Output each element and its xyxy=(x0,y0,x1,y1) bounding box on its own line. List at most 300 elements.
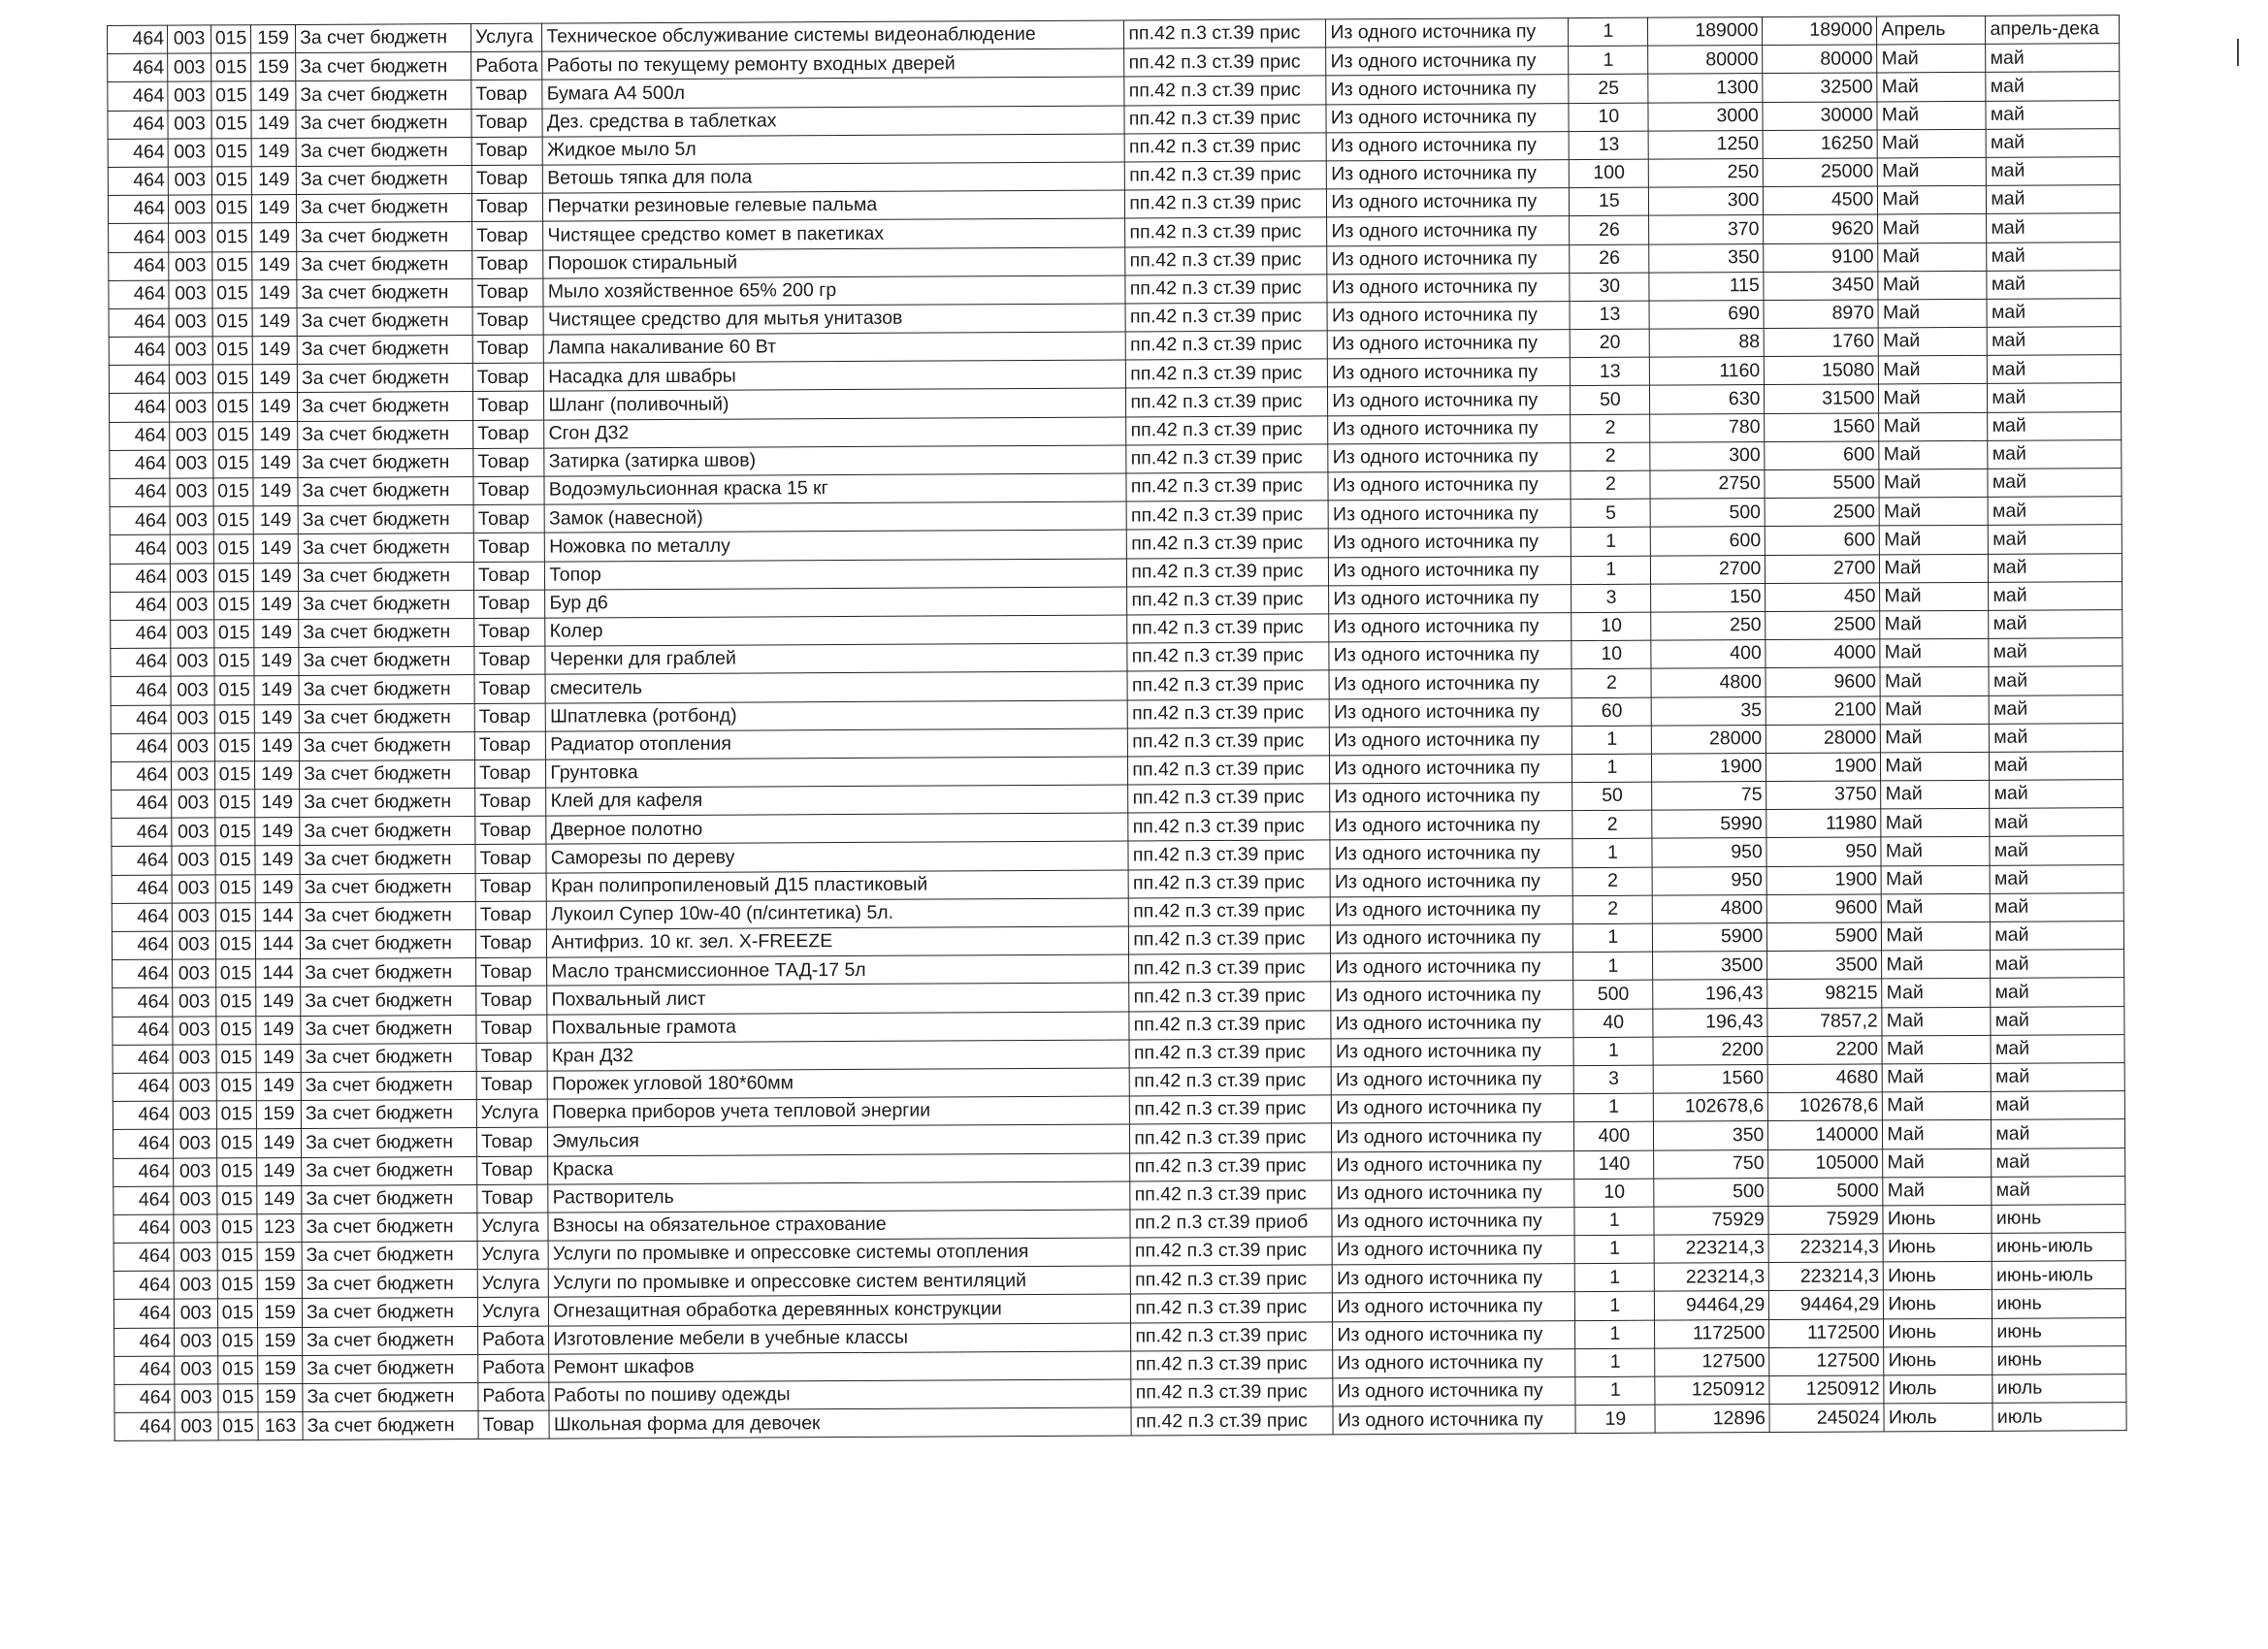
legal-basis-cell: пп.42 п.3 ст.39 прис xyxy=(1124,133,1326,162)
code-b-cell: 003 xyxy=(174,1299,217,1327)
code-b-cell: 003 xyxy=(173,1129,216,1157)
unit-price-cell: 196,43 xyxy=(1653,980,1767,1009)
legal-basis-cell: пп.42 п.3 ст.39 прис xyxy=(1126,416,1328,445)
planned-month-cell: Май xyxy=(1879,384,1988,413)
code-b-cell: 003 xyxy=(168,167,211,195)
item-name-cell: Замок (навесной) xyxy=(544,501,1126,533)
execution-period-cell: май xyxy=(1989,666,2122,695)
legal-basis-cell: пп.42 п.3 ст.39 прис xyxy=(1131,1265,1333,1294)
procurement-method-cell: Из одного источника пу xyxy=(1332,1094,1574,1123)
code-a-cell: 464 xyxy=(108,139,168,168)
funding-source-cell: За счет бюджетн xyxy=(297,222,472,251)
procurement-method-cell: Из одного источника пу xyxy=(1332,1207,1574,1236)
code-d-cell: 149 xyxy=(254,591,299,619)
procurement-method-cell: Из одного источника пу xyxy=(1328,442,1571,471)
quantity-cell: 30 xyxy=(1570,273,1649,302)
object-type-cell: Товар xyxy=(474,760,546,789)
execution-period-cell: май xyxy=(1992,1148,2125,1177)
procurement-method-cell: Из одного источника пу xyxy=(1329,641,1571,670)
code-c-cell: 015 xyxy=(211,195,251,223)
code-a-cell: 464 xyxy=(110,506,170,535)
code-c-cell: 015 xyxy=(216,1016,256,1044)
total-amount-cell: 11980 xyxy=(1766,809,1881,838)
code-d-cell: 149 xyxy=(256,1129,301,1157)
unit-price-cell: 1560 xyxy=(1653,1064,1767,1093)
object-type-cell: Товар xyxy=(472,335,544,364)
item-name-cell: Ветошь тяпка для пола xyxy=(543,162,1125,193)
legal-basis-cell: пп.42 п.3 ст.39 прис xyxy=(1131,1322,1333,1351)
code-d-cell: 149 xyxy=(256,987,301,1016)
code-a-cell: 464 xyxy=(108,111,168,140)
execution-period-cell: май xyxy=(1987,242,2121,271)
planned-month-cell: Июль xyxy=(1884,1374,1993,1404)
execution-period-cell: май xyxy=(1991,950,2124,979)
funding-source-cell: За счет бюджетн xyxy=(301,958,476,987)
code-c-cell: 015 xyxy=(211,138,251,166)
execution-period-cell: май xyxy=(1989,525,2122,554)
legal-basis-cell: пп.42 п.3 ст.39 прис xyxy=(1130,1095,1332,1124)
total-amount-cell: 15080 xyxy=(1765,356,1879,385)
quantity-cell: 2 xyxy=(1571,668,1651,697)
procurement-table xyxy=(107,15,2127,1441)
unit-price-cell: 1900 xyxy=(1652,753,1766,782)
total-amount-cell: 189000 xyxy=(1763,16,1877,46)
funding-source-cell: За счет бюджетн xyxy=(296,109,471,138)
funding-source-cell: За счет бюджетн xyxy=(303,1354,478,1383)
code-a-cell: 464 xyxy=(109,308,169,338)
total-amount-cell: 600 xyxy=(1765,441,1879,470)
code-d-cell: 149 xyxy=(253,477,298,505)
code-d-cell: 149 xyxy=(254,648,299,676)
code-d-cell: 149 xyxy=(257,1185,302,1213)
code-d-cell: 149 xyxy=(251,81,296,110)
execution-period-cell: май xyxy=(1992,1176,2125,1205)
legal-basis-cell: пп.42 п.3 ст.39 прис xyxy=(1126,359,1328,388)
legal-basis-cell: пп.42 п.3 ст.39 прис xyxy=(1126,387,1328,416)
code-c-cell: 015 xyxy=(211,81,251,110)
quantity-cell: 15 xyxy=(1570,187,1649,216)
object-type-cell: Товар xyxy=(477,1184,549,1213)
unit-price-cell: 189000 xyxy=(1648,17,1763,47)
planned-month-cell: Май xyxy=(1878,157,1987,186)
execution-period-cell: май xyxy=(1991,922,2124,951)
quantity-cell: 10 xyxy=(1571,640,1651,669)
code-d-cell: 149 xyxy=(252,337,297,365)
funding-source-cell: За счет бюджетн xyxy=(299,760,474,789)
code-c-cell: 015 xyxy=(218,1327,258,1355)
code-c-cell: 015 xyxy=(217,1271,257,1299)
quantity-cell: 40 xyxy=(1573,1009,1653,1038)
funding-source-cell: За счет бюджетн xyxy=(297,336,472,365)
quantity-cell: 26 xyxy=(1570,215,1649,244)
code-b-cell: 003 xyxy=(170,450,213,478)
unit-price-cell: 950 xyxy=(1652,838,1766,867)
procurement-method-cell: Из одного источника пу xyxy=(1328,471,1571,501)
funding-source-cell: За счет бюджетн xyxy=(297,250,472,279)
funding-source-cell: За счет бюджетн xyxy=(301,1043,476,1072)
legal-basis-cell: пп.42 п.3 ст.39 прис xyxy=(1126,501,1328,530)
code-c-cell: 015 xyxy=(218,1384,258,1412)
execution-period-cell: май xyxy=(1990,695,2123,724)
code-c-cell: 015 xyxy=(218,1356,258,1384)
total-amount-cell: 28000 xyxy=(1766,725,1881,754)
code-d-cell: 149 xyxy=(252,393,297,421)
code-b-cell: 003 xyxy=(174,1214,217,1243)
code-c-cell: 015 xyxy=(216,1129,256,1157)
quantity-cell: 1 xyxy=(1569,17,1648,47)
planned-month-cell: Май xyxy=(1879,498,1988,527)
procurement-method-cell: Из одного источника пу xyxy=(1331,895,1573,924)
quantity-cell: 500 xyxy=(1573,981,1653,1010)
execution-period-cell: июнь xyxy=(1993,1317,2126,1346)
item-name-cell: Колер xyxy=(545,615,1127,646)
code-b-cell: 003 xyxy=(171,761,214,790)
procurement-method-cell: Из одного источника пу xyxy=(1330,839,1572,868)
total-amount-cell: 2500 xyxy=(1765,498,1879,527)
code-d-cell: 149 xyxy=(251,166,296,194)
object-type-cell: Товар xyxy=(473,448,545,477)
code-b-cell: 003 xyxy=(168,195,211,223)
code-c-cell: 015 xyxy=(215,903,255,931)
quantity-cell: 20 xyxy=(1571,329,1650,358)
total-amount-cell: 3450 xyxy=(1764,272,1878,301)
object-type-cell: Работа xyxy=(471,51,543,81)
code-b-cell: 003 xyxy=(175,1356,218,1384)
unit-price-cell: 1160 xyxy=(1650,357,1765,386)
procurement-method-cell: Из одного источника пу xyxy=(1330,783,1572,812)
code-c-cell: 015 xyxy=(217,1214,257,1243)
legal-basis-cell: пп.42 п.3 ст.39 прис xyxy=(1126,331,1328,360)
code-c-cell: 015 xyxy=(217,1299,257,1327)
code-c-cell: 015 xyxy=(212,337,252,365)
code-b-cell: 003 xyxy=(169,365,212,393)
execution-period-cell: май xyxy=(1991,1034,2124,1063)
execution-period-cell: май xyxy=(1986,72,2120,101)
procurement-method-cell: Из одного источника пу xyxy=(1326,131,1569,160)
total-amount-cell: 32500 xyxy=(1763,73,1877,102)
quantity-cell: 3 xyxy=(1573,1065,1653,1094)
planned-month-cell: Июнь xyxy=(1884,1290,1993,1319)
legal-basis-cell: пп.42 п.3 ст.39 прис xyxy=(1126,444,1328,473)
total-amount-cell: 600 xyxy=(1766,526,1880,555)
code-a-cell: 464 xyxy=(114,1356,175,1385)
code-a-cell: 464 xyxy=(109,337,169,366)
procurement-method-cell: Из одного источника пу xyxy=(1329,556,1571,585)
code-d-cell: 149 xyxy=(251,110,296,138)
unit-price-cell: 780 xyxy=(1650,413,1765,442)
code-a-cell: 464 xyxy=(113,1073,173,1102)
legal-basis-cell: пп.42 п.3 ст.39 прис xyxy=(1124,19,1326,48)
code-d-cell: 159 xyxy=(258,1383,303,1411)
quantity-cell: 3 xyxy=(1571,584,1651,613)
object-type-cell: Услуга xyxy=(470,23,542,52)
code-d-cell: 149 xyxy=(251,138,296,166)
item-name-cell: смеситель xyxy=(545,671,1127,702)
object-type-cell: Товар xyxy=(471,109,543,138)
planned-month-cell: Июль xyxy=(1884,1404,1993,1433)
planned-month-cell: Апрель xyxy=(1877,16,1986,45)
legal-basis-cell: пп.42 п.3 ст.39 прис xyxy=(1131,1378,1333,1407)
item-name-cell: Перчатки резиновые гелевые пальма xyxy=(543,190,1125,221)
code-a-cell: 464 xyxy=(113,988,173,1018)
code-d-cell: 149 xyxy=(255,874,300,902)
unit-price-cell: 500 xyxy=(1650,499,1765,528)
unit-price-cell: 750 xyxy=(1654,1149,1768,1179)
unit-price-cell: 300 xyxy=(1649,187,1764,216)
quantity-cell: 1 xyxy=(1572,726,1652,755)
object-type-cell: Услуга xyxy=(477,1241,549,1270)
procurement-method-cell: Из одного источника пу xyxy=(1332,1236,1574,1265)
code-b-cell: 003 xyxy=(173,1016,216,1044)
quantity-cell: 50 xyxy=(1571,386,1650,415)
total-amount-cell: 5900 xyxy=(1767,922,1882,952)
procurement-method-cell: Из одного источника пу xyxy=(1329,528,1571,557)
code-a-cell: 464 xyxy=(113,1243,174,1272)
code-d-cell: 159 xyxy=(251,53,296,81)
execution-period-cell: июнь-июль xyxy=(1992,1233,2125,1262)
funding-source-cell: За счет бюджетн xyxy=(302,1212,477,1242)
procurement-method-cell: Из одного источника пу xyxy=(1331,924,1573,954)
code-a-cell: 464 xyxy=(108,53,168,82)
code-b-cell: 003 xyxy=(172,903,215,931)
object-type-cell: Работа xyxy=(478,1354,550,1383)
legal-basis-cell: пп.42 п.3 ст.39 прис xyxy=(1125,189,1327,218)
execution-period-cell: май xyxy=(1987,270,2121,299)
total-amount-cell: 450 xyxy=(1766,583,1880,612)
funding-source-cell: За счет бюджетн xyxy=(300,789,475,818)
funding-source-cell: За счет бюджетн xyxy=(298,562,473,591)
code-a-cell: 464 xyxy=(114,1328,175,1357)
code-a-cell: 464 xyxy=(111,761,171,791)
item-name-cell: Дверное полотно xyxy=(546,813,1128,844)
quantity-cell: 1 xyxy=(1575,1348,1655,1377)
quantity-cell: 2 xyxy=(1571,470,1650,500)
procurement-method-cell: Из одного источника пу xyxy=(1329,613,1571,642)
object-type-cell: Товар xyxy=(474,703,546,732)
item-name-cell: Поверка приборов учета тепловой энергии xyxy=(548,1096,1130,1127)
object-type-cell: Товар xyxy=(472,250,544,279)
execution-period-cell: июль xyxy=(1993,1403,2126,1432)
code-b-cell: 003 xyxy=(171,704,214,732)
execution-period-cell: июнь xyxy=(1993,1345,2126,1374)
code-d-cell: 149 xyxy=(255,846,300,874)
code-c-cell: 015 xyxy=(214,704,254,732)
code-d-cell: 149 xyxy=(257,1157,302,1185)
funding-source-cell: За счет бюджетн xyxy=(296,165,471,194)
unit-price-cell: 630 xyxy=(1650,385,1765,414)
code-d-cell: 159 xyxy=(251,24,296,52)
unit-price-cell: 1172500 xyxy=(1655,1319,1769,1348)
unit-price-cell: 28000 xyxy=(1652,725,1766,754)
code-d-cell: 144 xyxy=(255,930,300,958)
quantity-cell: 100 xyxy=(1570,159,1649,188)
execution-period-cell: май xyxy=(1992,1119,2125,1148)
funding-source-cell: За счет бюджетн xyxy=(299,731,474,760)
execution-period-cell: май xyxy=(1988,469,2122,498)
code-d-cell: 159 xyxy=(258,1355,303,1383)
item-name-cell: Насадка для швабры xyxy=(544,360,1126,391)
code-d-cell: 144 xyxy=(256,959,301,987)
funding-source-cell: За счет бюджетн xyxy=(300,845,475,874)
planned-month-cell: Май xyxy=(1883,1120,1992,1149)
total-amount-cell: 140000 xyxy=(1768,1120,1883,1149)
funding-source-cell: За счет бюджетн xyxy=(298,448,473,477)
object-type-cell: Товар xyxy=(475,788,547,817)
procurement-method-cell: Из одного источника пу xyxy=(1328,358,1571,387)
planned-month-cell: Май xyxy=(1881,809,1990,838)
item-name-cell: Ремонт шкафов xyxy=(549,1351,1131,1382)
code-c-cell: 015 xyxy=(215,931,255,959)
code-d-cell: 149 xyxy=(253,421,298,449)
object-type-cell: Товар xyxy=(473,504,545,534)
item-name-cell: Техническое обслуживание системы видеонаблюдение xyxy=(542,20,1124,51)
quantity-cell: 1 xyxy=(1575,1292,1655,1321)
code-a-cell: 464 xyxy=(110,564,170,593)
code-b-cell: 003 xyxy=(174,1243,217,1271)
item-name-cell: Водоэмульсионная краска 15 кг xyxy=(544,473,1126,504)
execution-period-cell: май xyxy=(1986,44,2120,73)
item-name-cell: Радиатор отопления xyxy=(546,728,1128,760)
code-a-cell: 464 xyxy=(114,1412,175,1441)
total-amount-cell: 2100 xyxy=(1766,695,1881,725)
procurement-method-cell: Из одного источника пу xyxy=(1328,386,1571,415)
planned-month-cell: Май xyxy=(1883,1148,1992,1178)
funding-source-cell: За счет бюджетн xyxy=(300,901,475,930)
quantity-cell: 2 xyxy=(1571,414,1650,443)
total-amount-cell: 8970 xyxy=(1764,300,1878,329)
item-name-cell: Лампа накаливание 60 Вт xyxy=(544,332,1126,363)
code-d-cell: 159 xyxy=(256,1101,301,1129)
execution-period-cell: май xyxy=(1988,411,2122,440)
execution-period-cell: май xyxy=(1987,157,2121,186)
code-d-cell: 149 xyxy=(254,704,299,732)
code-a-cell: 464 xyxy=(112,818,172,847)
unit-price-cell: 150 xyxy=(1651,583,1766,612)
object-type-cell: Товар xyxy=(472,392,544,421)
code-d-cell: 159 xyxy=(257,1299,302,1327)
funding-source-cell: За счет бюджетн xyxy=(300,930,475,959)
code-a-cell: 464 xyxy=(110,450,170,479)
planned-month-cell: Июнь xyxy=(1884,1262,1993,1291)
code-d-cell: 149 xyxy=(254,760,299,789)
unit-price-cell: 88 xyxy=(1650,329,1765,358)
unit-price-cell: 350 xyxy=(1654,1121,1768,1150)
execution-period-cell: май xyxy=(1990,780,2123,809)
code-d-cell: 159 xyxy=(258,1327,303,1355)
code-a-cell: 464 xyxy=(110,478,170,507)
legal-basis-cell: пп.42 п.3 ст.39 прис xyxy=(1129,982,1331,1011)
legal-basis-cell: пп.42 п.3 ст.39 прис xyxy=(1130,1180,1332,1210)
unit-price-cell: 115 xyxy=(1649,272,1764,301)
item-name-cell: Огнезащитная обработка деревянных конструкции xyxy=(549,1294,1131,1325)
code-c-cell: 015 xyxy=(212,308,252,337)
code-c-cell: 015 xyxy=(211,167,251,195)
code-b-cell: 003 xyxy=(169,337,212,365)
code-a-cell: 464 xyxy=(112,847,172,876)
object-type-cell: Товар xyxy=(472,221,544,250)
scan-edge-mark xyxy=(2237,39,2247,66)
quantity-cell: 1 xyxy=(1575,1320,1655,1349)
code-a-cell: 464 xyxy=(111,733,171,762)
code-b-cell: 003 xyxy=(175,1384,218,1412)
funding-source-cell: За счет бюджетн xyxy=(301,1100,476,1129)
procurement-method-cell: Из одного источника пу xyxy=(1330,867,1572,896)
procurement-method-cell: Из одного источника пу xyxy=(1330,726,1572,755)
item-name-cell: Работы по пошиву одежды xyxy=(549,1379,1131,1410)
procurement-method-cell: Из одного источника пу xyxy=(1332,1150,1574,1180)
execution-period-cell: май xyxy=(1991,1063,2124,1092)
funding-source-cell: За счет бюджетн xyxy=(300,817,475,846)
procurement-method-cell: Из одного источника пу xyxy=(1330,754,1572,783)
object-type-cell: Товар xyxy=(473,420,545,449)
procurement-method-cell: Из одного источника пу xyxy=(1326,103,1569,132)
legal-basis-cell: пп.42 п.3 ст.39 прис xyxy=(1127,642,1329,671)
object-type-cell: Товар xyxy=(474,618,546,647)
legal-basis-cell: пп.42 п.3 ст.39 прис xyxy=(1125,161,1327,190)
legal-basis-cell: пп.42 п.3 ст.39 прис xyxy=(1128,869,1330,898)
quantity-cell: 1 xyxy=(1572,754,1652,783)
unit-price-cell: 4800 xyxy=(1651,668,1766,697)
planned-month-cell: Май xyxy=(1880,526,1989,555)
legal-basis-cell: пп.42 п.3 ст.39 прис xyxy=(1128,698,1330,728)
procurement-method-cell: Из одного источника пу xyxy=(1331,1037,1573,1066)
code-b-cell: 003 xyxy=(172,875,215,903)
code-a-cell: 464 xyxy=(111,592,171,621)
procurement-method-cell: Из одного источника пу xyxy=(1327,188,1570,217)
total-amount-cell: 3500 xyxy=(1767,951,1882,980)
planned-month-cell: Май xyxy=(1880,582,1989,611)
code-a-cell: 464 xyxy=(109,365,169,394)
code-d-cell: 149 xyxy=(256,1044,301,1072)
quantity-cell: 1 xyxy=(1574,1235,1654,1264)
code-c-cell: 015 xyxy=(216,1073,256,1101)
code-a-cell: 464 xyxy=(110,535,170,565)
planned-month-cell: Май xyxy=(1879,356,1988,385)
procurement-method-cell: Из одного источника пу xyxy=(1328,500,1571,529)
quantity-cell: 5 xyxy=(1571,499,1650,528)
funding-source-cell: За счет бюджетн xyxy=(302,1242,477,1271)
quantity-cell: 25 xyxy=(1569,75,1648,104)
funding-source-cell: За счет бюджетн xyxy=(302,1184,477,1213)
code-b-cell: 003 xyxy=(171,620,214,648)
total-amount-cell: 5000 xyxy=(1768,1178,1883,1207)
funding-source-cell: За счет бюджетн xyxy=(301,1015,476,1044)
execution-period-cell: май xyxy=(1989,638,2122,667)
item-name-cell: Изготовление мебели в учебные классы xyxy=(549,1323,1131,1354)
code-a-cell: 464 xyxy=(109,394,169,423)
unit-price-cell: 80000 xyxy=(1648,46,1763,75)
item-name-cell: Похвальные грамота xyxy=(547,1012,1129,1043)
execution-period-cell: май xyxy=(1986,100,2120,129)
code-d-cell: 159 xyxy=(257,1243,302,1271)
funding-source-cell: За счет бюджетн xyxy=(296,52,471,81)
code-a-cell: 464 xyxy=(109,223,169,252)
planned-month-cell: Май xyxy=(1881,780,1990,809)
item-name-cell: Саморезы по дереву xyxy=(546,841,1128,872)
item-name-cell: Сгон Д32 xyxy=(544,417,1126,448)
object-type-cell: Товар xyxy=(476,1127,548,1156)
funding-source-cell: За счет бюджетн xyxy=(298,534,473,563)
unit-price-cell: 1250912 xyxy=(1655,1376,1769,1406)
item-name-cell: Грунтовка xyxy=(546,757,1128,788)
item-name-cell: Порожек угловой 180*60мм xyxy=(548,1068,1130,1099)
item-name-cell: Похвальный лист xyxy=(547,983,1129,1014)
code-a-cell: 464 xyxy=(108,82,168,112)
funding-source-cell: За счет бюджетн xyxy=(296,81,471,110)
legal-basis-cell: пп.42 п.3 ст.39 прис xyxy=(1125,245,1327,275)
code-c-cell: 015 xyxy=(211,25,251,53)
procurement-method-cell: Из одного источника пу xyxy=(1331,1009,1573,1038)
